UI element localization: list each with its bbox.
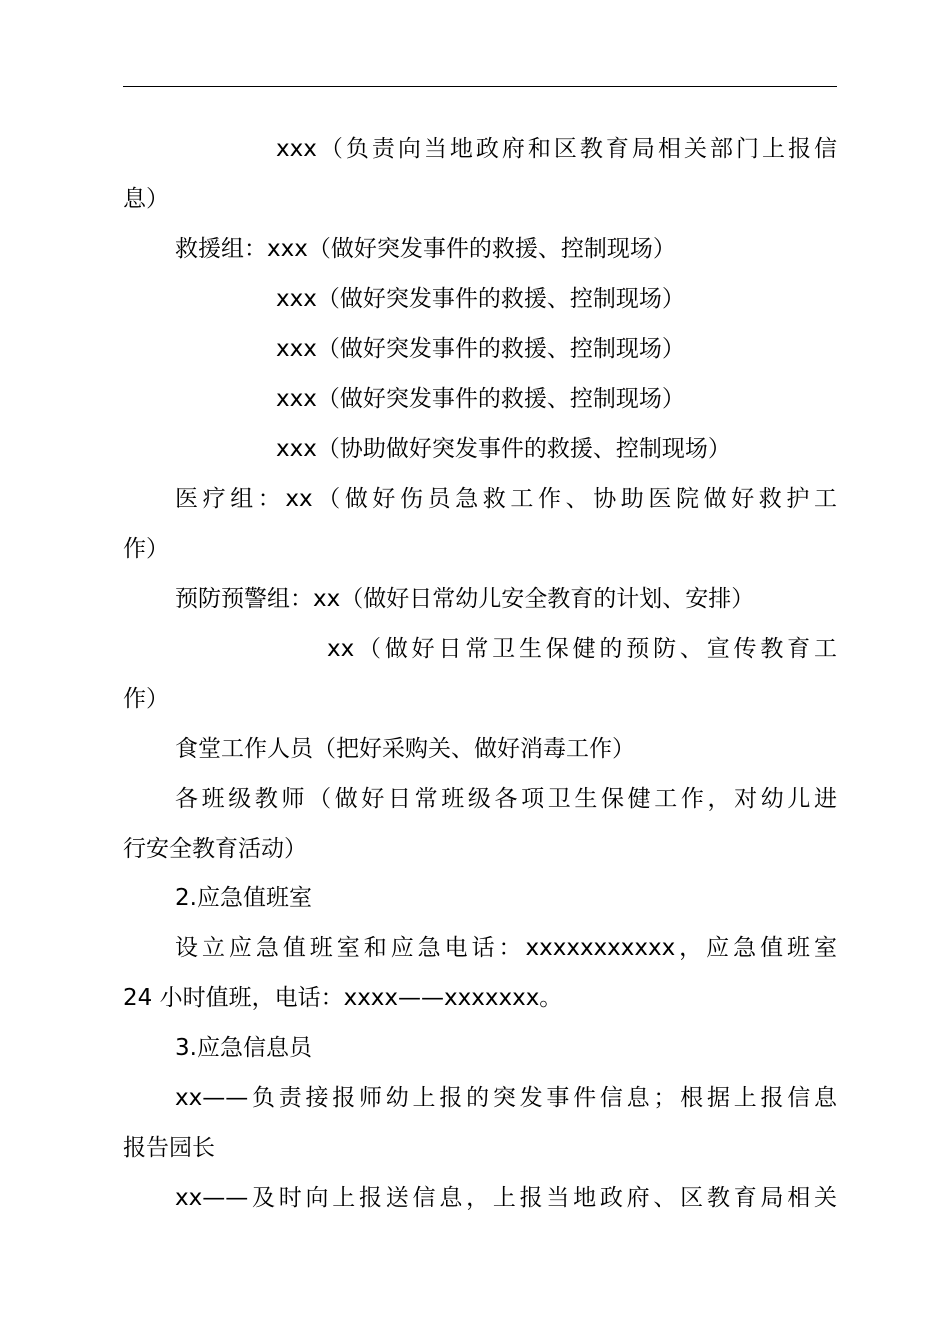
text-line: xx——及时向上报送信息，上报当地政府、区教育局相关 [175,1185,837,1211]
text-line: 食堂工作人员（把好采购关、做好消毒工作） [175,736,635,762]
text-line: 息） [123,186,169,212]
section-heading: 2.应急值班室 [175,885,312,911]
text-line: 预防预警组：xx（做好日常幼儿安全教育的计划、安排） [175,586,755,612]
text-line: xxx（负责向当地政府和区教育局相关部门上报信 [276,136,837,162]
text-line: 救援组：xxx（做好突发事件的救援、控制现场） [175,236,676,262]
text-line: 行安全教育活动） [123,836,307,862]
text-line: 作） [123,536,169,562]
text-line: xx——负责接报师幼上报的突发事件信息；根据上报信息 [175,1085,837,1111]
section-heading: 3.应急信息员 [175,1035,312,1061]
text-line: xxx（协助做好突发事件的救援、控制现场） [276,436,731,462]
text-line: xxx（做好突发事件的救援、控制现场） [276,386,685,412]
text-line: xxx（做好突发事件的救援、控制现场） [276,286,685,312]
text-line: 24 小时值班，电话：xxxx——xxxxxxx。 [123,985,563,1011]
text-line: 各班级教师（做好日常班级各项卫生保健工作，对幼儿进 [175,786,837,812]
text-line: 作） [123,686,169,712]
text-line: xx（做好日常卫生保健的预防、宣传教育工 [327,636,837,662]
text-line: 设立应急值班室和应急电话：xxxxxxxxxxx，应急值班室 [175,935,837,961]
header-rule [123,86,837,87]
text-line: xxx（做好突发事件的救援、控制现场） [276,336,685,362]
text-line: 报告园长 [123,1135,215,1161]
text-line: 医疗组：xx（做好伤员急救工作、协助医院做好救护工 [175,486,837,512]
